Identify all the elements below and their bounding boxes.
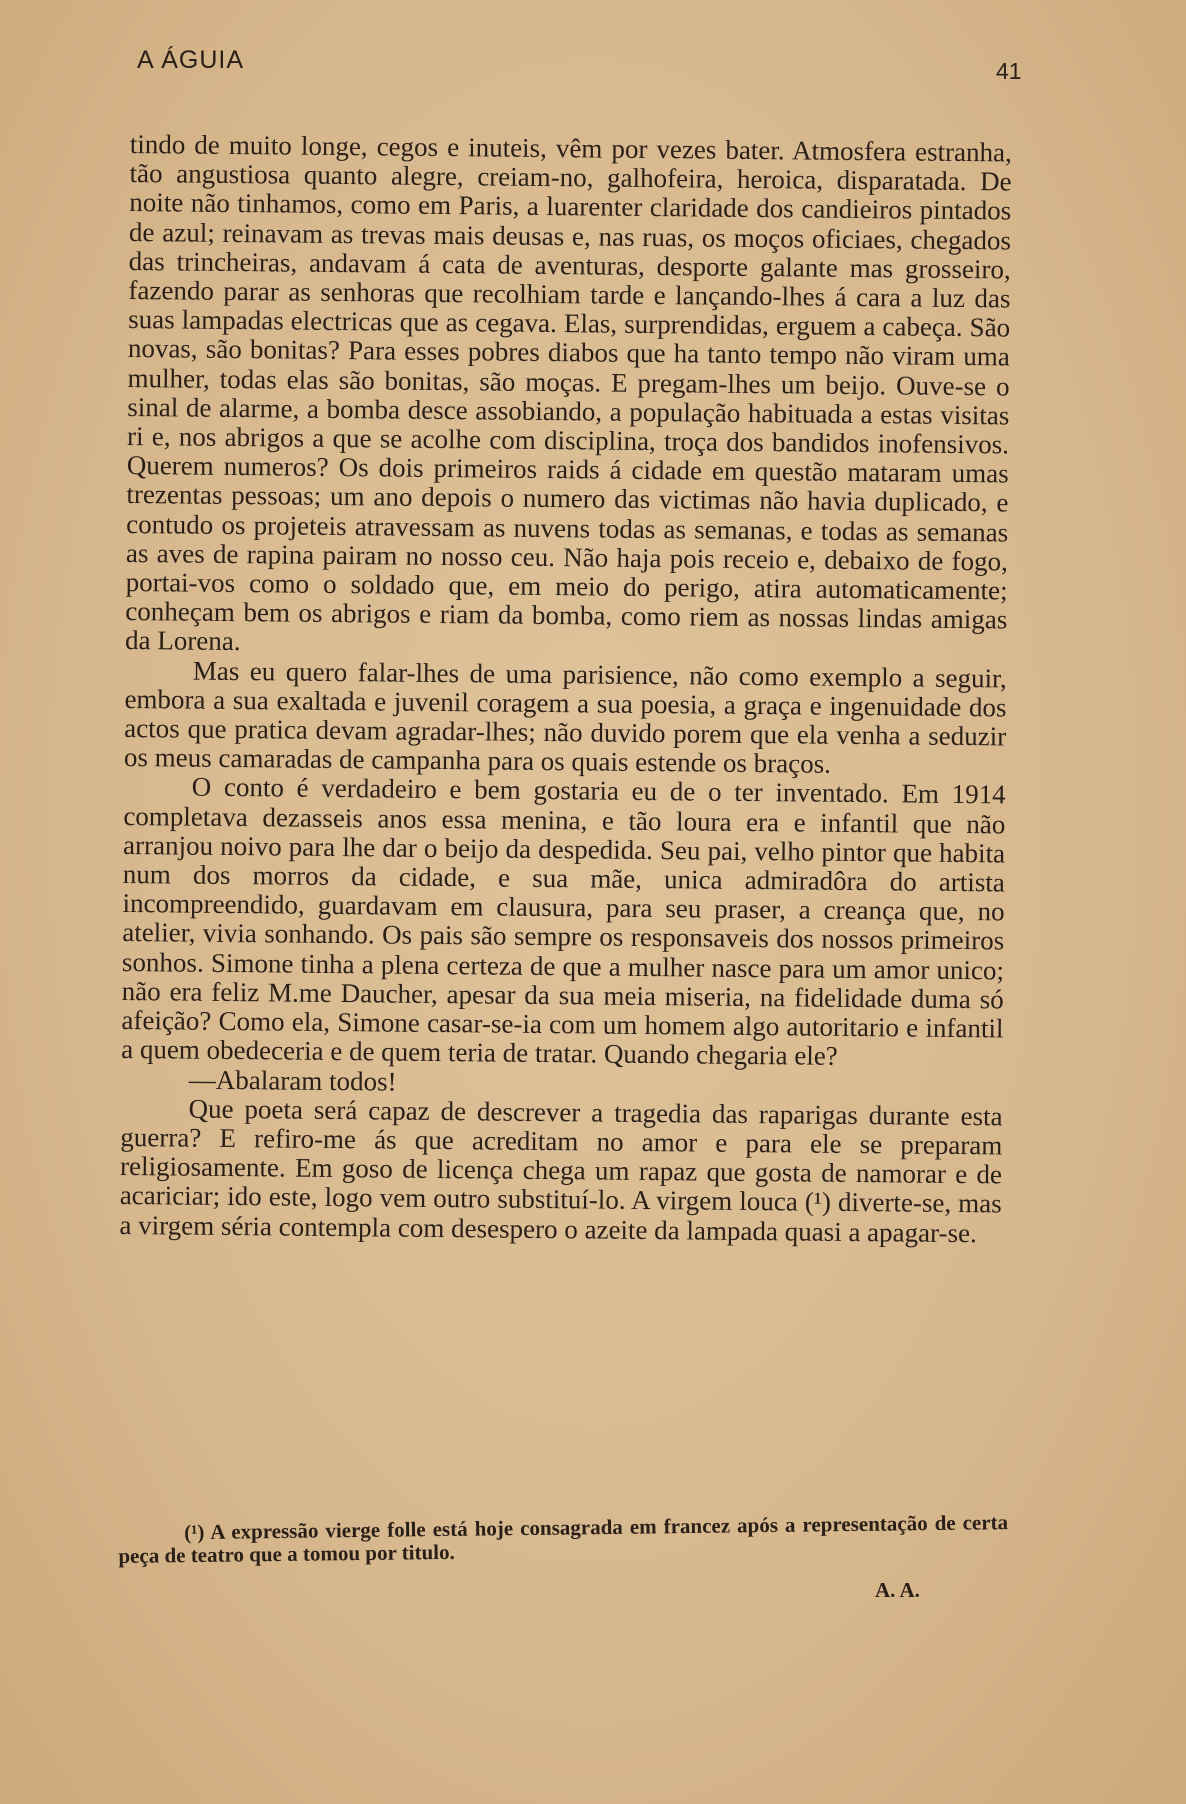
paragraph: tindo de muito longe, cegos e inuteis, vêm por vezes bater. Atmosfera estranha, tão angustiosa quanto alegre, creiam-no, galhofeira, heroica, disparatada. De noite não tinhamos, como em Paris, a luarenter claridade dos candieiros pintados de azul; reinavam as trevas mais deusas e, nas ruas, os moços oficiaes, chegados das trincheiras, andavam á cata de aventuras, desporte galante mas grosseiro, fazendo parar as senhoras que recolhiam tarde e lançando-lhes á cara a luz das suas lampadas electricas que as cegava. Elas, surprendidas, erguem a cabeça. São novas, são bonitas? Para esses pobres diabos que ha tanto tempo não viram uma mulher, todas elas são bonitas, são moças. E pregam-lhes um beijo. Ouve-se o sinal de alarme, a bomba desce assobiando, a população habituada a estas visitas ri e, nos abrigos a que se acolhe com disciplina, troça dos bandidos inofensivos. Querem numeros? Os dois primeiros raids á cidade em questão mataram umas trezentas pessoas; um ano depois o numero das victimas não havia duplicado, e contudo os projeteis atravessam as nuvens todas as semanas, e todas as semanas as aves de rapina pairam no nosso ceu. Não haja pois receio e, debaixo de fogo, portai-vos como o soldado que, em meio do perigo, atira automaticamente; conheçam bem os abrigos e riam da bomba, como riem as nossas lindas amigas da Lorena. — [124, 129, 1012, 657]
page-number: 41 — [996, 58, 1022, 84]
paragraph: O conto é verdadeiro e bem gostaria eu de o ter inventado. Em 1914 completava dezasseis anos essa menina, e tão loura era e infantil que não arranjou noivo para lhe dar o beijo da despedida. Seu pai, velho pintor que habita num dos morros da cidade, e sua mãe, unica admiradôra do artista incompreendido, guardavam em clausura, para seu praser, a creança que, no atelier, vivia sonhando. Os pais são sempre os responsaveis dos nossos primeiros sonhos. Simone tinha a plena certeza de que a mulher nasce para um amor unico; não era feliz M.me Daucher, apesar da sua meia miseria, na fidelidade duma só afeição? Como ela, Simone casar-se-ia com um homem algo autoritario e infantil a quem obedeceria e de quem teria de tratar. Quando chegaria ele? — [121, 772, 1006, 1072]
paragraph: Mas eu quero falar-lhes de uma parisience, não como exemplo a seguir, embora a sua exaltada e juvenil coragem a sua poesia, a graça e ingenuidade dos actos que pratica devam agradar-lhes; não duvido porem que ela venha a seduzir os meus camaradas de campanha para os quais estende os braços. — [123, 655, 1007, 780]
body-text — [119, 130, 1012, 1248]
paragraph: Que poeta será capaz de descrever a tragedia das raparigas durante esta guerra? E refiro-me ás que acreditam no amor e para ele se preparam religiosamente. Em goso de licença chega um rapaz que gosta de namorar e de acariciar; ido este, logo vem outro substituí-lo. A virgem louca (¹) diverte-se, mas a virgem séria contempla com desespero o azeite da lampada quasi a apagar-se. — [119, 1093, 1003, 1248]
author-initials: A. A. — [875, 1578, 920, 1602]
dialogue-line: —Abalaram todos! — [188, 1064, 397, 1097]
footnote — [118, 1511, 1008, 1568]
running-head: A ÁGUIA — [137, 46, 245, 74]
footnote-text: (¹) A expressão vierge folle está hoje consagrada em francez após a representação de certa peça de teatro que a tomou por titulo. — [118, 1510, 1009, 1568]
